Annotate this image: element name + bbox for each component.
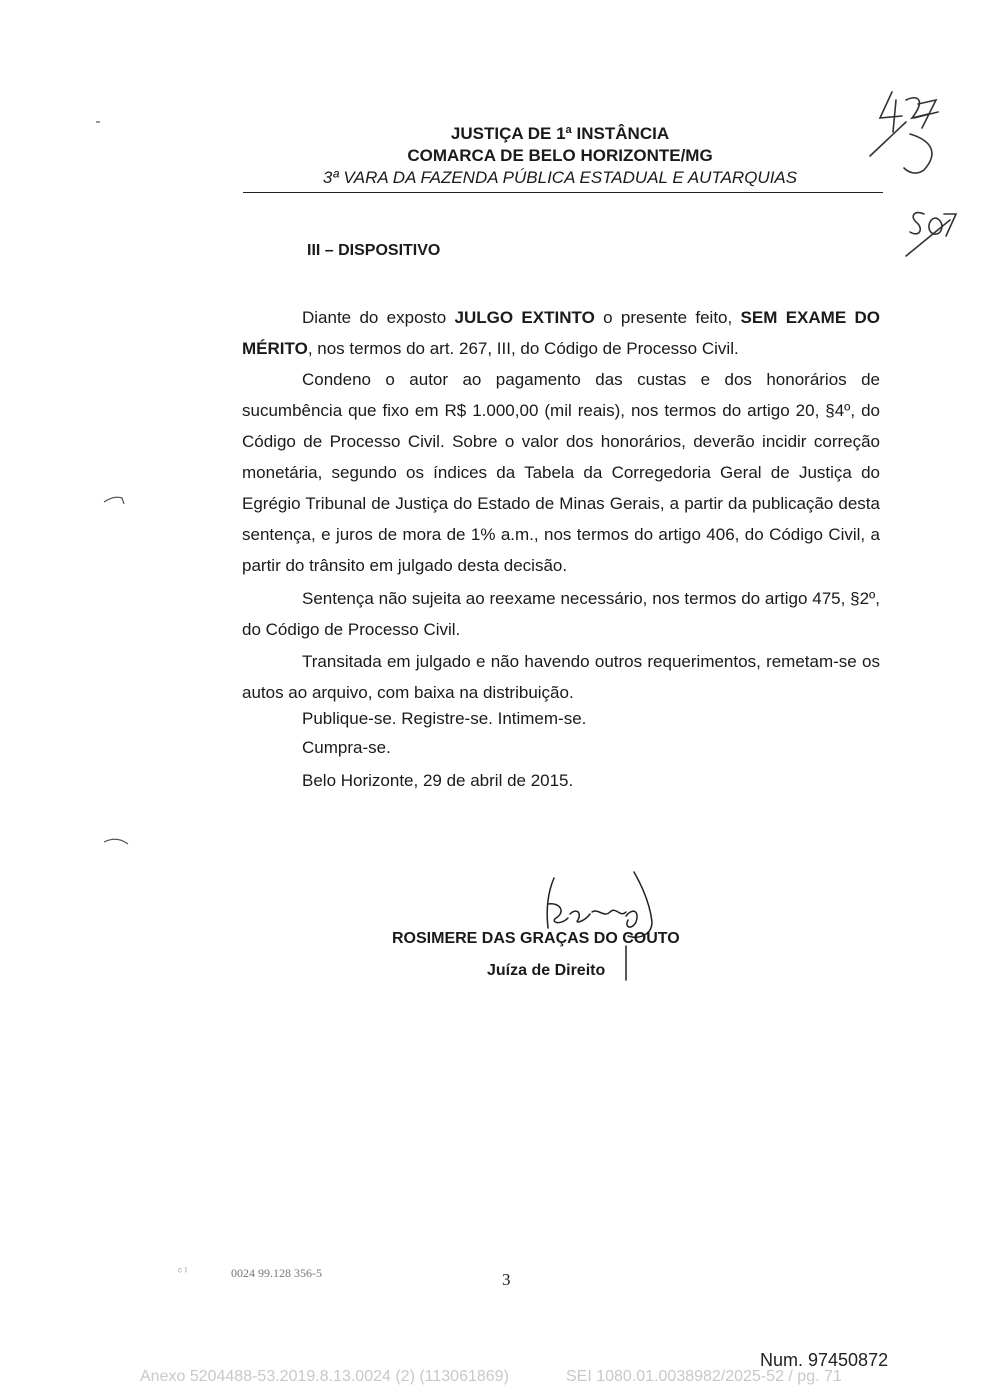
p1-text-2: o presente feito, (594, 308, 741, 327)
paragraph-reexame: Sentença não sujeita ao reexame necessário, nos termos do artigo 475, §2º, do Código de Processo Civil. (242, 589, 880, 639)
handwritten-page-number-427 (870, 92, 938, 173)
footer-form-code: 0024 99.128 356-5 (231, 1266, 322, 1280)
court-header-line2: COMARCA DE BELO HORIZONTE/MG (407, 146, 713, 165)
page-number: 3 (502, 1270, 511, 1289)
court-header-line3: 3ª VARA DA FAZENDA PÚBLICA ESTADUAL E AUTARQUIAS (322, 168, 798, 187)
annex-reference: Anexo 5204488-53.2019.8.13.0024 (2) (113061869) (140, 1368, 509, 1385)
closing-publish: Publique-se. Registre-se. Intimem-se. (302, 709, 587, 728)
document-number: Num. 97450872 (760, 1350, 889, 1370)
signer-name: ROSIMERE DAS GRAÇAS DO COUTO (392, 930, 680, 947)
margin-tick-marks (96, 122, 128, 844)
section-title: III – DISPOSITIVO (307, 242, 441, 259)
closing-comply: Cumpra-se. (302, 738, 391, 757)
p1-text-3: , nos termos do art. 267, III, do Código de Processo Civil. (307, 339, 739, 358)
p1-bold-sem-exame: SEM EXAME DO MÉRITO (242, 308, 880, 358)
sei-reference: SEI 1080.01.0038982/2025-52 / pg. 71 (566, 1368, 842, 1385)
paragraph-dispositivo (242, 302, 880, 364)
p1-text-1: Diante do exposto (302, 308, 455, 327)
court-header-line1: JUSTIÇA DE 1ª INSTÂNCIA (450, 124, 670, 143)
handwritten-page-number-507 (906, 213, 956, 256)
paragraph-condenacao: Condeno o autor ao pagamento das custas e dos honorários de sucumbência que fixo em R$ 1.000,00 (mil reais), nos termos do artigo 20, §4º, do Código de Processo Civil. Sobre o valor dos honorários, deverão incidir correção monetária, segundo os índices da Tabela da Corregedoria Geral de Justiça do Egrégio Tribunal de Justiça do Estado de Minas Gerais, a partir da publicação desta sentença, e juros de mora de 1% a.m., nos termos do artigo 406, do Código Civil, a partir do trânsito em julgado desta decisão. (242, 370, 880, 575)
paragraph-transito: Transitada em julgado e não havendo outros requerimentos, remetam-se os autos ao arquivo, com baixa na distribuição. (242, 652, 880, 702)
footer-scan-mark: ᶜ ᴵ (178, 1266, 187, 1278)
p1-bold-julgo-extinto: JULGO EXTINTO (454, 308, 595, 327)
signer-role: Juíza de Direito (487, 962, 606, 979)
closing-place-date: Belo Horizonte, 29 de abril de 2015. (302, 771, 574, 790)
